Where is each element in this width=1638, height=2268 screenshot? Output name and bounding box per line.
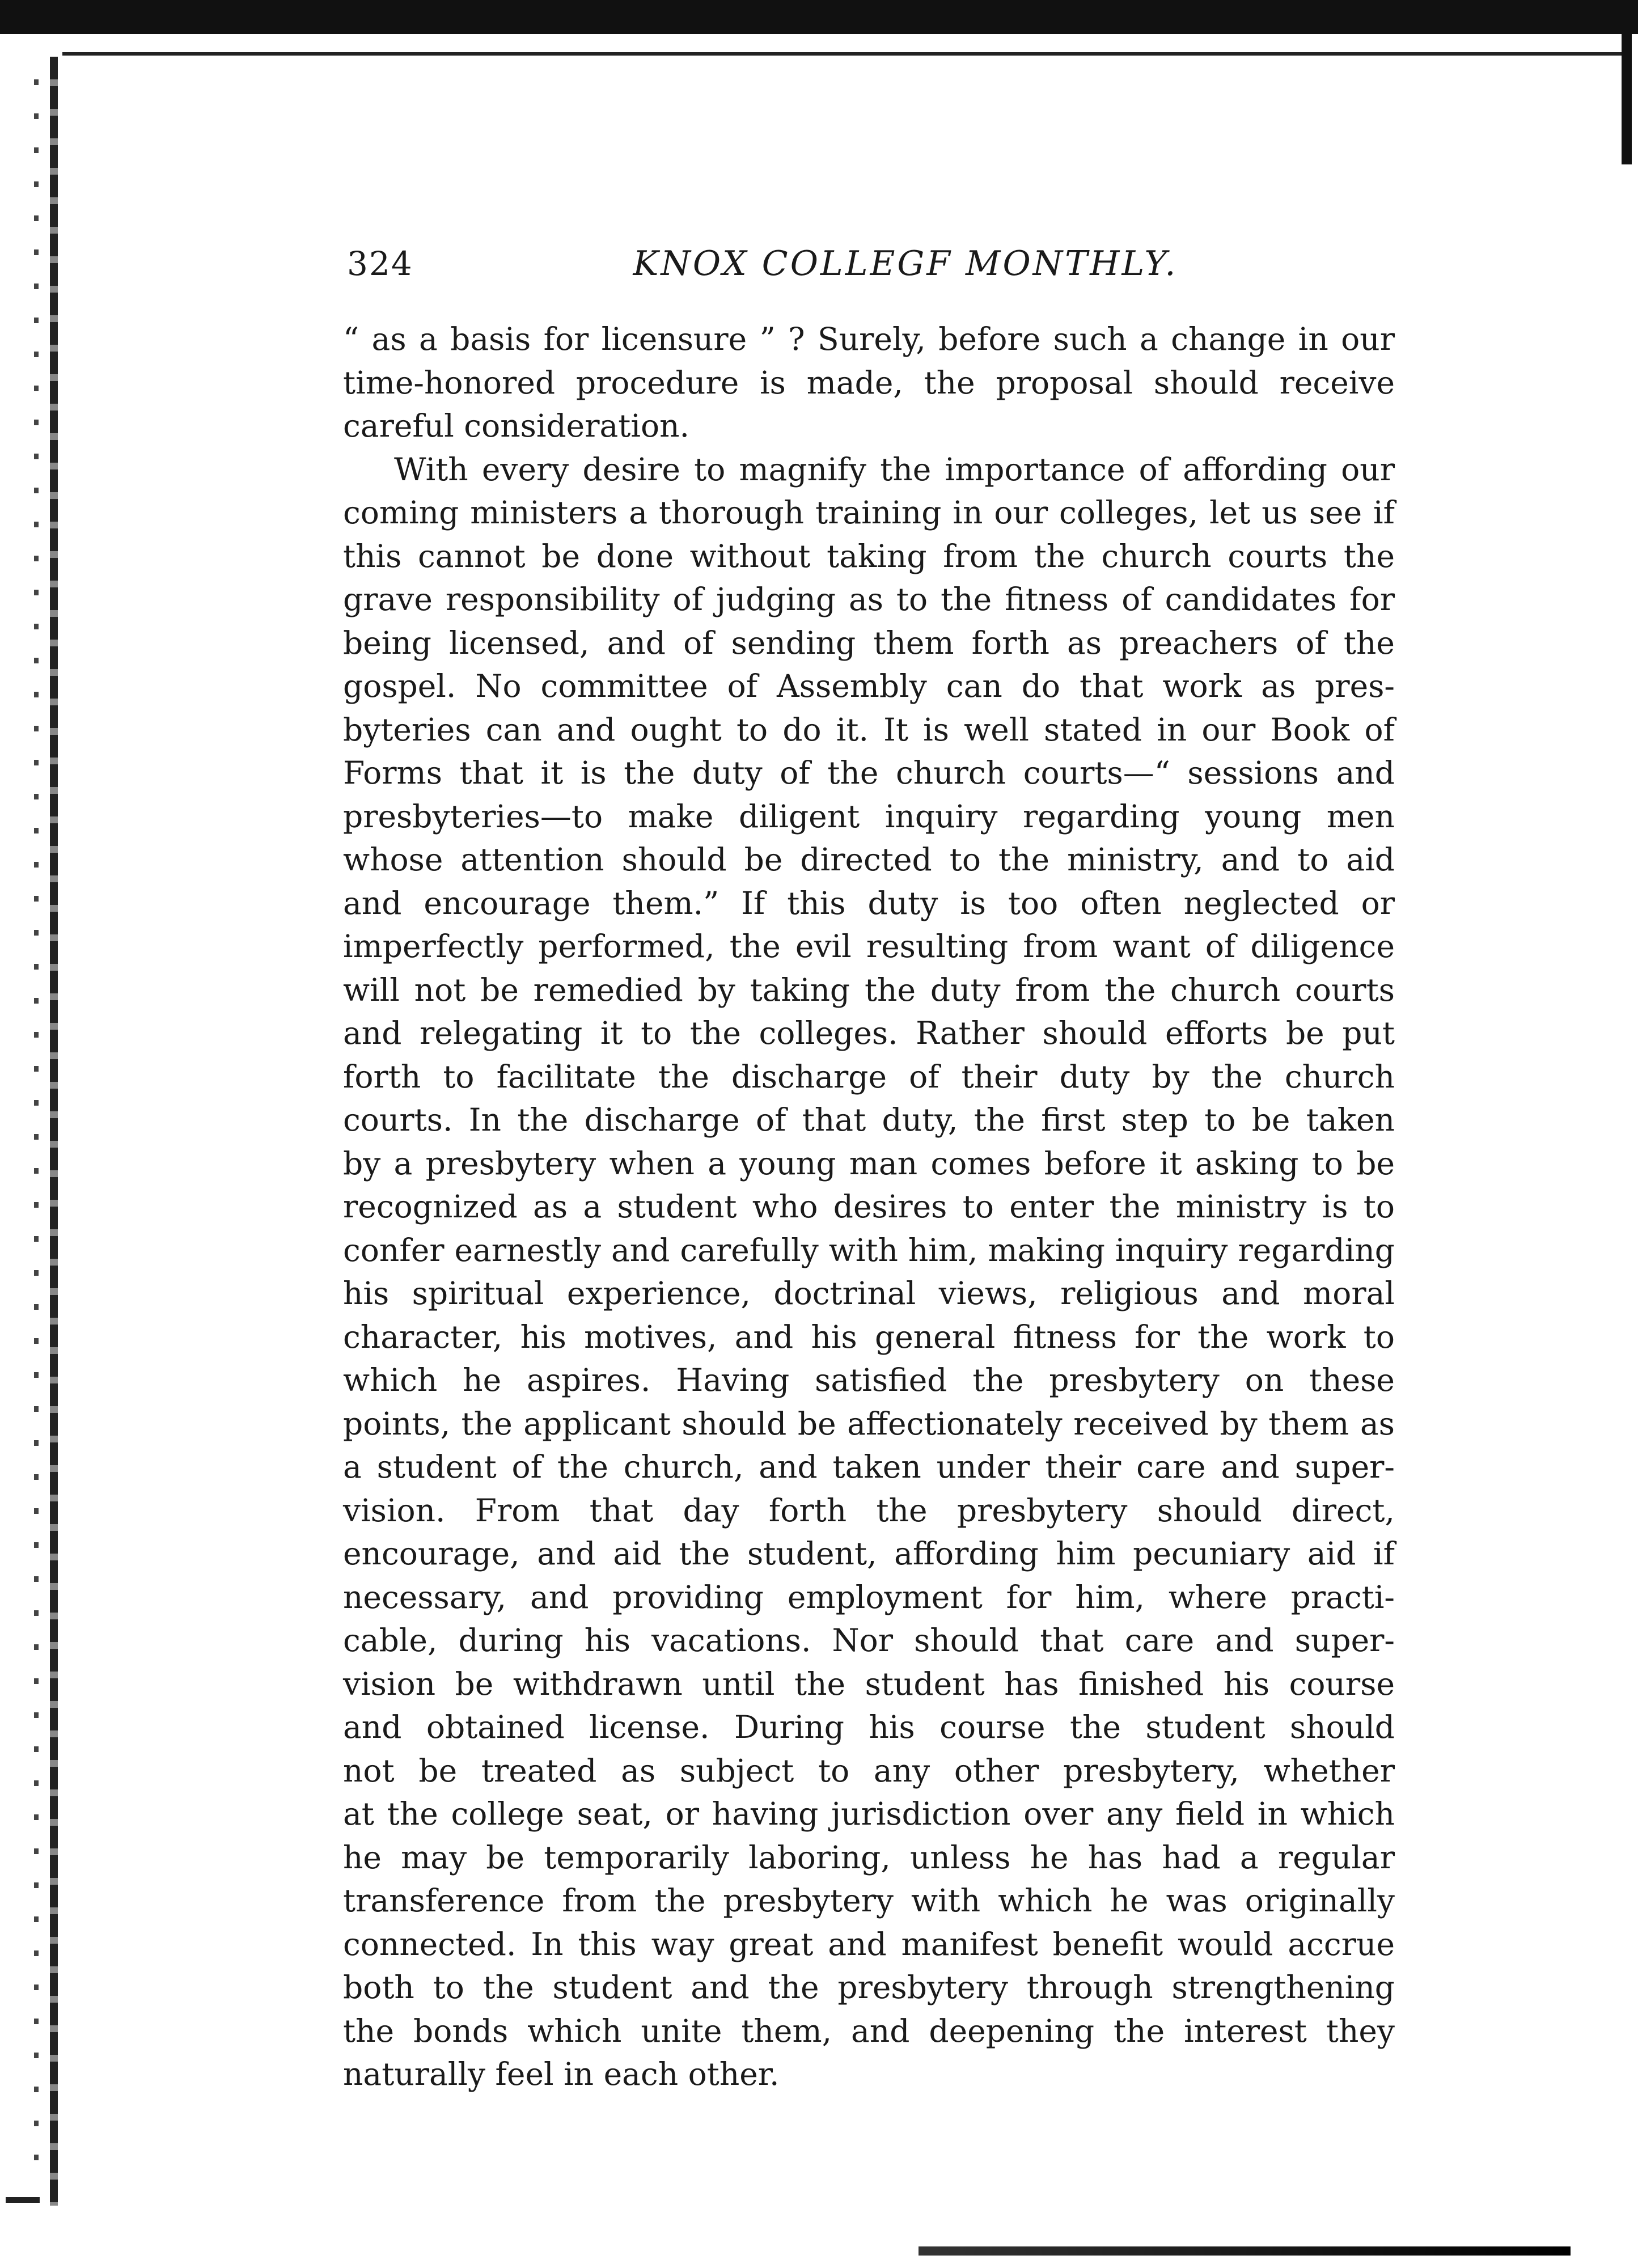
text-line: this cannot be done without taking from the church courts the xyxy=(343,538,1395,574)
paragraph-first-line: With every desire to magnify the importance of affording our xyxy=(394,451,1395,488)
text-line: grave responsibility of judging as to the fitness of candidates for xyxy=(343,581,1395,617)
text-line: coming ministers a thorough training in our colleges, let us see if xyxy=(343,494,1395,531)
text-line: forth to facilitate the discharge of their duty by the church xyxy=(343,1058,1395,1095)
text-line: naturally feel in each other. xyxy=(343,2056,780,2092)
text-line: recognized as a student who desires to enter the ministry is to xyxy=(343,1188,1395,1225)
text-line: necessary, and providing employment for him, where practi- xyxy=(343,1579,1395,1615)
scan-top-rule xyxy=(62,52,1627,56)
text-line: by a presbytery when a young man comes before it asking to be xyxy=(343,1145,1395,1182)
text-line: character, his motives, and his general fitness for the work to xyxy=(343,1318,1395,1355)
text-line: presbyteries—to make diligent inquiry regarding young men xyxy=(343,798,1395,835)
text-line: encourage, and aid the student, affording him pecuniary aid if xyxy=(343,1535,1395,1572)
text-line: and obtained license. During his course the student should xyxy=(343,1709,1395,1745)
text-line: the bonds which unite them, and deepening the interest they xyxy=(343,2012,1395,2049)
text-line: time-honored procedure is made, the proposal should receive xyxy=(343,364,1395,401)
text-line: whose attention should be directed to the ministry, and to aid xyxy=(343,841,1395,878)
scan-top-border xyxy=(0,0,1638,34)
text-line: being licensed, and of sending them forth as preachers of the xyxy=(343,624,1395,661)
text-line: points, the applicant should be affectionately received by them as xyxy=(343,1405,1395,1442)
text-line: not be treated as subject to any other presbytery, whether xyxy=(343,1752,1395,1789)
text-line: “ as a basis for licensure ” ? Surely, before such a change in our xyxy=(343,321,1395,357)
text-line: vision be withdrawn until the student has finished his course xyxy=(343,1665,1395,1702)
text-line: will not be remedied by taking the duty from the church courts xyxy=(343,971,1395,1008)
text-line: confer earnestly and carefully with him, making inquiry regarding xyxy=(343,1232,1395,1268)
text-line: vision. From that day forth the presbytery should direct, xyxy=(343,1492,1395,1529)
text-line: imperfectly performed, the evil resulting from want of diligence xyxy=(343,928,1395,964)
text-line: which he aspires. Having satisfied the presbytery on these xyxy=(343,1362,1395,1398)
running-head xyxy=(347,238,1458,289)
text-line: transference from the presbytery with which he was originally xyxy=(343,1882,1395,1919)
journal-title: KNOX COLLEGF MONTHLY. xyxy=(633,244,1178,284)
scan-left-margin-marks xyxy=(34,79,39,2177)
text-line: careful consideration. xyxy=(343,408,689,444)
text-line: at the college seat, or having jurisdiction over any field in which xyxy=(343,1796,1395,1832)
text-line: his spiritual experience, doctrinal views, religious and moral xyxy=(343,1275,1395,1311)
text-line: connected. In this way great and manifest benefit would accrue xyxy=(343,1926,1395,1962)
body-text xyxy=(343,318,1395,2096)
scan-bottom-rule xyxy=(919,2246,1571,2256)
text-line: both to the student and the presbytery through strengthening xyxy=(343,1969,1395,2005)
text-line: gospel. No committee of Assembly can do that work as pres- xyxy=(343,668,1395,704)
scan-right-edge xyxy=(1622,34,1632,164)
scan-bottom-corner-mark xyxy=(6,2197,40,2203)
text-line: and relegating it to the colleges. Rather should efforts be put xyxy=(343,1015,1395,1051)
text-line: courts. In the discharge of that duty, the first step to be taken xyxy=(343,1102,1395,1138)
text-line: Forms that it is the duty of the church courts—“ sessions and xyxy=(343,755,1395,791)
scan-left-edge xyxy=(50,57,58,2206)
text-line: cable, during his vacations. Nor should that care and super- xyxy=(343,1622,1395,1658)
page-number: 324 xyxy=(347,244,413,283)
text-line: and encourage them.” If this duty is too often neglected or xyxy=(343,885,1395,921)
text-line: he may be temporarily laboring, unless he has had a regular xyxy=(343,1839,1395,1876)
text-line: byteries can and ought to do it. It is well stated in our Book of xyxy=(343,711,1395,748)
text-line: a student of the church, and taken under their care and super- xyxy=(343,1449,1395,1485)
